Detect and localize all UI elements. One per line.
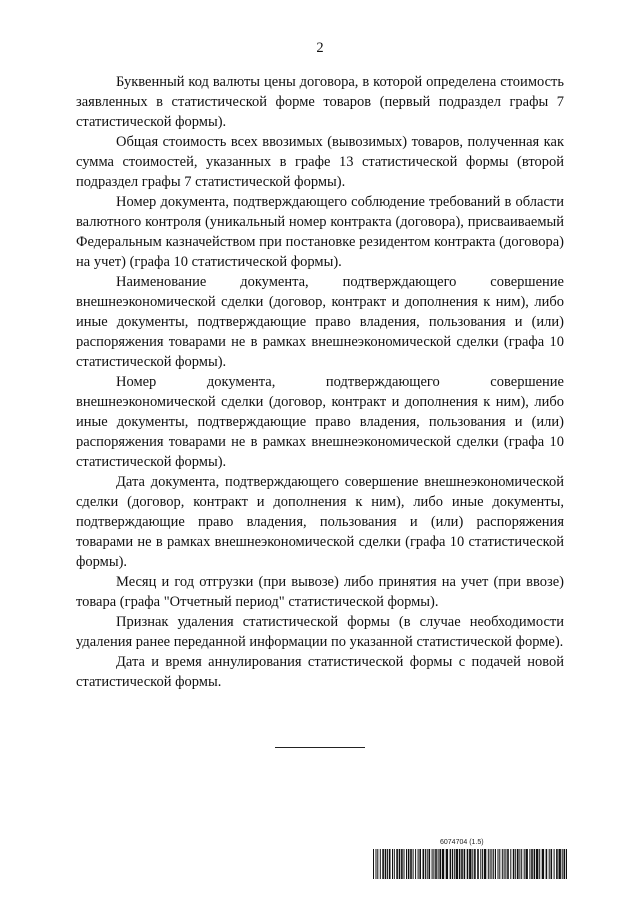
barcode-bar [519,849,520,879]
barcode-bar [498,849,499,879]
barcode-bar [484,849,486,879]
barcode-bar [524,849,525,879]
barcode-bar [450,849,452,879]
barcode-bar [499,849,500,879]
barcode-bar [526,849,528,879]
barcode-bar [377,849,378,879]
barcode-bar [464,849,466,879]
barcode-bar [439,849,441,879]
barcode-bar [531,849,533,879]
barcode-bar [418,849,419,879]
barcode-bar [491,849,492,879]
barcode-bar [474,849,476,879]
barcode-bar [504,849,505,879]
barcode-bar [399,849,401,879]
barcode-bar [410,849,412,879]
barcode-bar [534,849,536,879]
barcode-bar [389,849,391,879]
barcode-bar [517,849,519,879]
barcode-bar [406,849,407,879]
barcode-bar [477,849,479,879]
barcode-bar [382,849,384,879]
barcode-bar [373,849,374,879]
barcode-bar [556,849,558,879]
paragraph-cancellation-datetime: Дата и время аннулирования статистической формы с подачей новой статистической формы. [76,654,564,690]
barcode-bar [387,849,388,879]
barcode-bar [456,849,458,879]
barcode-bar [467,849,469,879]
barcode-bar [380,849,381,879]
barcode-bar [502,849,503,879]
barcode-bar [505,849,506,879]
barcode-bar [521,849,522,879]
barcode-bar [404,849,405,879]
barcode-bar [495,849,496,879]
barcode-bar [536,849,538,879]
barcode-bar [472,849,473,879]
paragraph-total-value: Общая стоимость всех ввозимых (вывозимых) товаров, полученная как сумма стоимостей, указанных в графе 13 статистической формы (второй подраздел графы 7 статистической формы). [76,134,564,190]
separator-line [275,747,365,748]
barcode-bar [429,849,431,879]
barcode-bar [461,849,463,879]
document-body [76,72,564,692]
barcode-bar [442,849,444,879]
barcode-bar [566,849,567,879]
barcode-bar [435,849,437,879]
barcode-bar [546,849,548,879]
barcode-bar [396,849,398,879]
page-number: 2 [316,40,324,56]
document-code: 6074704 (1.5) [440,839,484,846]
barcode-bar [459,849,461,879]
barcode-bar [415,849,416,879]
paragraph-document-number: Номер документа, подтверждающего совершение внешнеэкономической сделки (договор, контракт и дополнения к ним), либо иные документы, подтверждающие право владения, пользования и (или) распоряжения товарами не в рамках внешнеэкономической сделки (графа 10 статистической формы). [76,374,564,470]
barcode-bar [433,849,434,879]
barcode-bar [515,849,516,879]
barcode-bar [513,849,515,879]
barcode-bar [507,849,509,879]
barcode-bar [408,849,410,879]
barcode-bar [539,849,540,879]
barcode-bar [419,849,421,879]
barcode-bar [454,849,455,879]
barcode-bar [564,849,566,879]
barcode-bar [446,849,448,879]
barcode-bar [392,849,393,879]
barcode-bar [432,849,433,879]
barcode-bar [413,849,414,879]
barcode-bar [493,849,494,879]
barcode-bar [562,849,563,879]
barcode-bar [488,849,489,879]
paragraph-contract-number: Номер документа, подтверждающего соблюдение требований в области валютного контроля (уникальный номер контракта (договора), присваиваемый Федеральным казначейством при постановке резидентом контракта (договора) на учет) (графа 10 статистической формы). [76,194,564,270]
paragraph-reporting-period: Месяц и год отгрузки (при вывозе) либо принятия на учет (при ввозе) товара (графа "Отчетный период" статистической формы). [76,574,564,610]
barcode-bar [438,849,439,879]
barcode-bar [551,849,553,879]
barcode-bar [480,849,481,879]
barcode-bar [510,849,511,879]
barcode-bar [559,849,561,879]
barcode-bar [394,849,395,879]
paragraph-currency-code: Буквенный код валюты цены договора, в которой определена стоимость заявленных в статистической форме товаров (первый подраздел графы 7 статистической формы). [76,74,564,130]
paragraph-document-date: Дата документа, подтверждающего совершение внешнеэкономической сделки (договор, контракт и дополнения к ним), либо иные документы, подтверждающие право владения, пользования и (или) распоряжения товарами не в рамках внешнеэкономической сделки (графа 10 статистической формы). [76,474,564,570]
barcode-bar [490,849,491,879]
barcode-bar [529,849,530,879]
barcode-bar [452,849,453,879]
barcode-bar [385,849,387,879]
paragraph-document-name: Наименование документа, подтверждающего совершение внешнеэкономической сделки (договор, контракт и дополнения к ним), либо иные документы, подтверждающие право владения, пользования и (или) распоряжения товарами не в рамках внешнеэкономической сделки (графа 10 статистической формы). [76,274,564,370]
barcode-bar [482,849,483,879]
barcode-bar [554,849,555,879]
paragraph-deletion-flag: Признак удаления статистической формы (в случае необходимости удаления ранее переданной информации по указанной статистической форме). [76,614,564,650]
barcode-bar [469,849,471,879]
barcode-bar [425,849,426,879]
barcode-bar [427,849,428,879]
barcode-bar [376,849,377,879]
barcode-bar [549,849,550,879]
barcode-bar [401,849,403,879]
barcode-bar [542,849,544,879]
barcode [373,849,567,879]
barcode-bar [423,849,425,879]
